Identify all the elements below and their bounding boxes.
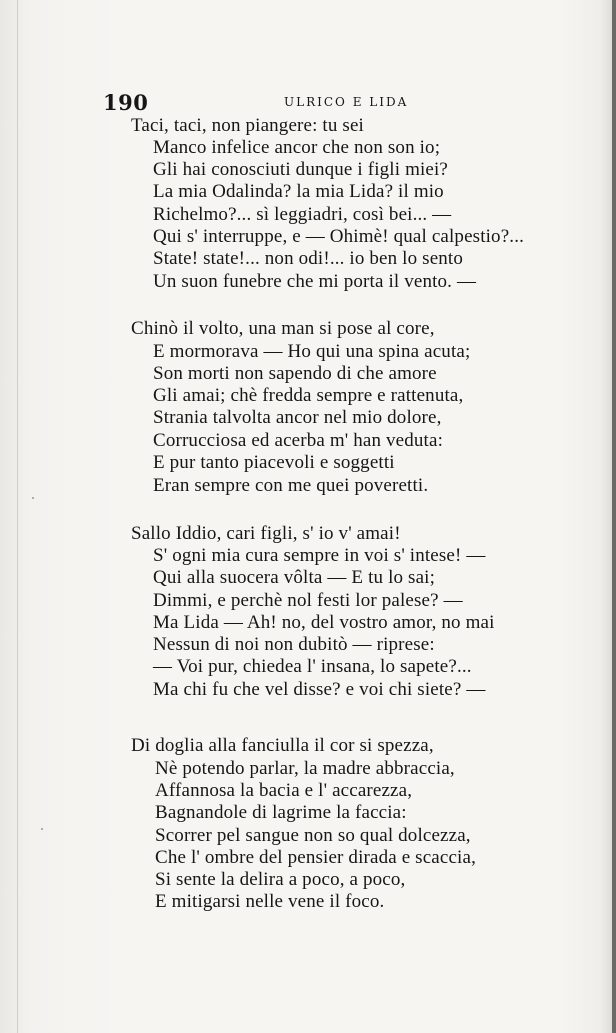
verse-line: Ma chi fu che vel disse? e voi chi siete? — xyxy=(153,679,486,700)
verse-line: Eran sempre con me quei poveretti. xyxy=(153,475,429,496)
verse-line: E mitigarsi nelle vene il foco. xyxy=(155,891,385,912)
verse-line: Qui s' interruppe, e — Ohimè! qual calpestio?... xyxy=(153,226,524,247)
verse-line: S' ogni mia cura sempre in voi s' intese! — xyxy=(153,545,486,566)
verse-line: Qui alla suocera vôlta — E tu lo sai; xyxy=(153,567,436,588)
verse-line: Sallo Iddio, cari figli, s' io v' amai! xyxy=(131,523,401,544)
ink-speck xyxy=(32,497,34,499)
verse-line: — Voi pur, chiedea l' insana, lo sapete?... xyxy=(153,656,472,677)
verse-line: La mia Odalinda? la mia Lida? il mio xyxy=(153,181,444,202)
verse-line: Corrucciosa ed acerba m' han veduta: xyxy=(153,430,444,451)
verse-line: Gli amai; chè fredda sempre e rattenuta, xyxy=(153,385,464,406)
verse-line: Bagnandole di lagrime la faccia: xyxy=(155,802,407,823)
verse-line: Strania talvolta ancor nel mio dolore, xyxy=(153,407,442,428)
verse-line: Affannosa la bacia e l' accarezza, xyxy=(155,780,413,801)
page-number: 190 xyxy=(103,90,149,115)
verse-line: Scorrer pel sangue non so qual dolcezza, xyxy=(155,825,471,846)
verse-line: Son morti non sapendo di che amore xyxy=(153,363,437,384)
page-header xyxy=(103,90,563,114)
verse-line: Nè potendo parlar, la madre abbraccia, xyxy=(155,758,455,779)
verse-line: Gli hai conosciuti dunque i figli miei? xyxy=(153,159,449,180)
verse-line: Ma Lida — Ah! no, del vostro amor, no mai xyxy=(153,612,495,633)
ink-speck xyxy=(41,828,43,830)
verse-line: E mormorava — Ho qui una spina acuta; xyxy=(153,341,471,362)
verse-line: Che l' ombre del pensier dirada e scaccia, xyxy=(155,847,476,868)
verse-line: Richelmo?... sì leggiadri, così bei... — xyxy=(153,204,452,225)
verse-line: Un suon funebre che mi porta il vento. — xyxy=(153,271,477,292)
verse-line: Nessun di noi non dubitò — riprese: xyxy=(153,634,435,655)
verse-line: Manco infelice ancor che non son io; xyxy=(153,137,441,158)
verse-line: Di doglia alla fanciulla il cor si spezza, xyxy=(131,735,434,756)
running-title: ULRICO E LIDA xyxy=(284,95,409,109)
verse-line: Taci, taci, non piangere: tu sei xyxy=(131,115,364,136)
verse-line: Dimmi, e perchè nol festi lor palese? — xyxy=(153,590,463,611)
verse-line: Si sente la delira a poco, a poco, xyxy=(155,869,406,890)
verse-line: E pur tanto piacevoli e soggetti xyxy=(153,452,395,473)
page-edge xyxy=(612,0,616,1033)
gutter-shadow xyxy=(17,0,18,1033)
verse-line: State! state!... non odi!... io ben lo sento xyxy=(153,248,464,269)
verse-line: Chinò il volto, una man si pose al core, xyxy=(131,318,435,339)
